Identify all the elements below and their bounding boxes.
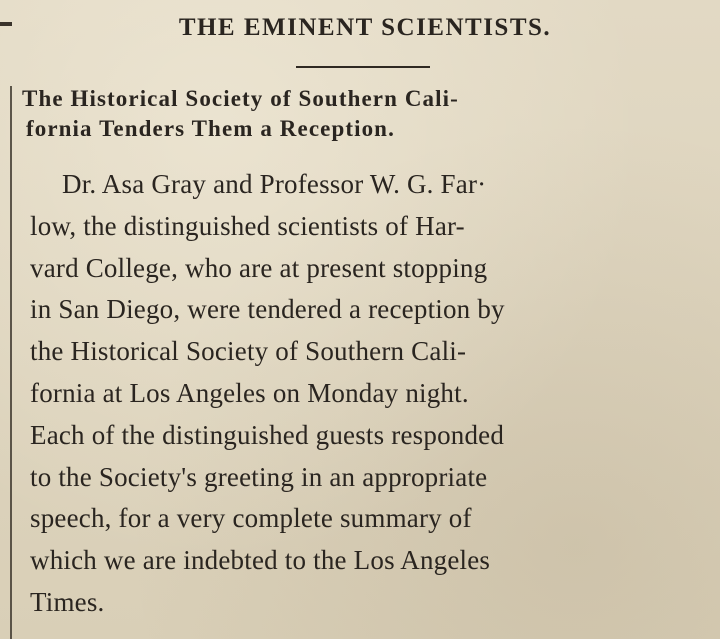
body-line: which we are indebted to the Los Angeles (30, 545, 491, 576)
body-line: to the Society's greeting in an appropriate (30, 461, 488, 492)
subhead-line: The Historical Society of Southern Cali- (22, 86, 459, 111)
body-line: in San Diego, were tendered a reception by (30, 294, 505, 325)
body-line: low, the distinguished scientists of Har- (30, 210, 465, 241)
body-line: the Historical Society of Southern Cali- (30, 336, 467, 367)
body-line: speech, for a very complete summary of (30, 503, 472, 534)
article-subheadline (22, 84, 712, 144)
body-line: Dr. Asa Gray and Professor W. G. Far· (62, 169, 487, 199)
body-line: Each of the distinguished guests responded (30, 419, 505, 450)
article-body (30, 164, 720, 624)
body-line: vard College, who are at present stopping (30, 252, 488, 283)
body-line: fornia at Los Angeles on Monday night. (30, 377, 469, 408)
subhead-line: fornia Tenders Them a Reception. (26, 116, 395, 141)
headline-divider (296, 66, 430, 68)
article-headline: THE EMINENT SCIENTISTS. (178, 14, 552, 41)
body-line: Times. (30, 586, 105, 617)
column-rule (10, 86, 12, 639)
